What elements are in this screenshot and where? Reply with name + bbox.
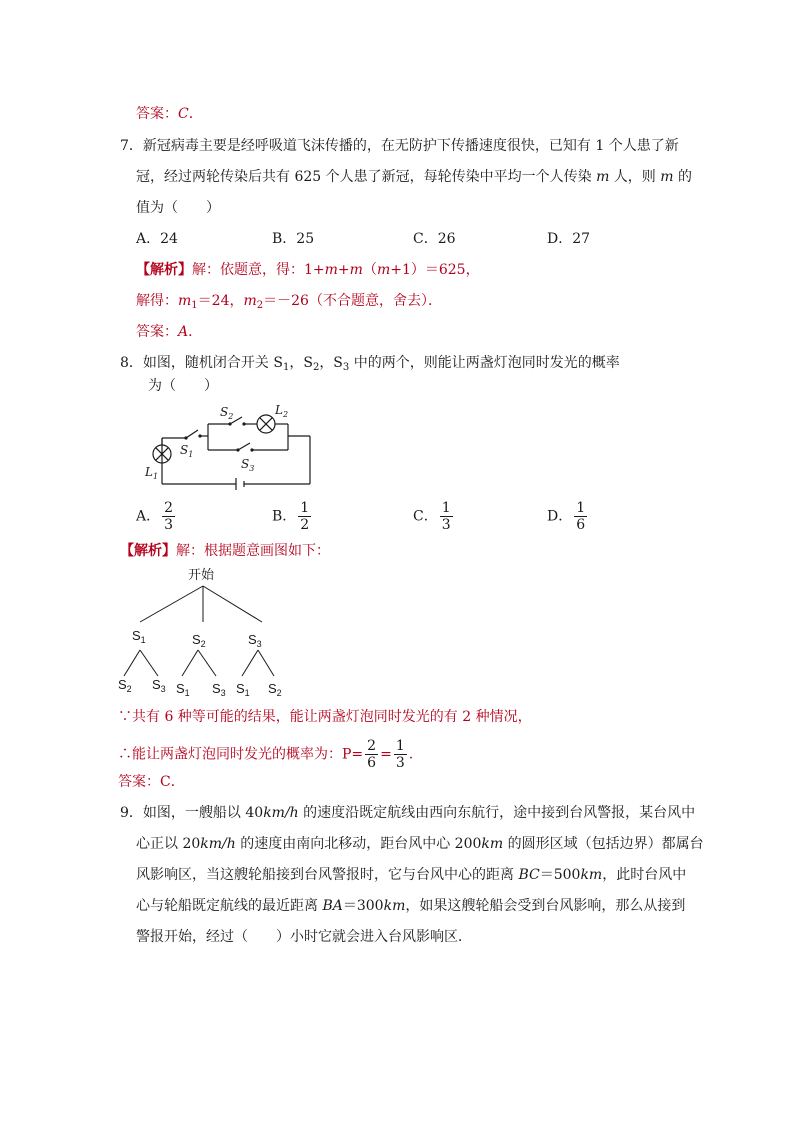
tree-node-s1: $S_1$ — [132, 628, 146, 645]
denominator: 6 — [576, 517, 586, 533]
switch-contact — [228, 422, 231, 425]
q7-solution — [136, 291, 442, 316]
option-letter: A． — [136, 508, 161, 525]
q7-line2 — [136, 167, 692, 187]
unit-km: km — [580, 867, 603, 883]
numerator: 2 — [367, 738, 377, 754]
analysis-text: 解：根据题意画图如下： — [176, 543, 330, 559]
switch-contact — [198, 434, 201, 437]
option-value: 24 — [160, 231, 178, 247]
q8-option-d — [547, 500, 589, 533]
q8-therefore — [118, 738, 413, 771]
option-fraction — [574, 500, 587, 533]
switch-contact — [184, 436, 187, 439]
denominator: 3 — [395, 755, 405, 771]
question-number: 8． — [120, 355, 143, 371]
answer-label: 答案： — [118, 774, 160, 790]
option-letter: D． — [547, 508, 573, 525]
option-fraction — [298, 500, 311, 533]
subscript: 2 — [312, 362, 320, 373]
analysis-text: +1）＝625， — [390, 262, 480, 278]
q8-option-c — [413, 500, 455, 533]
q8-text: ，S — [289, 355, 313, 371]
variable-m: m — [660, 169, 674, 185]
q9-text: 的速度由南向北移动，距台风中心 200 — [235, 836, 482, 852]
label-s2: $S_2$ — [220, 405, 234, 421]
unit-kmh: km/h — [263, 805, 299, 821]
q7-analysis — [136, 260, 480, 280]
q9-text: 风影响区，当这艘轮船接到台风警报时，它与台风中心的距离 — [136, 867, 519, 883]
variable-m: m — [178, 293, 192, 309]
q9-text: 心正以 20 — [136, 836, 201, 852]
analysis-tag: 【解析】 — [136, 262, 192, 278]
therefore-text: ∴能让两盏灯泡同时发光的概率为：P= — [118, 746, 364, 763]
numerator: 2 — [164, 500, 174, 516]
tree-branch — [182, 650, 198, 676]
q8-text: ，S — [319, 355, 343, 371]
option-letter: B． — [272, 231, 297, 247]
tree-leaf-s1: $S_1$ — [176, 681, 190, 698]
tree-branch — [242, 650, 258, 676]
unit-km: km — [481, 836, 504, 852]
q9-text: 如图，一艘船以 40 — [142, 805, 264, 821]
q7-option-a — [136, 229, 178, 249]
q9-text: 心与轮船既定航线的最近距离 — [136, 898, 323, 914]
denominator: 2 — [300, 517, 310, 533]
subscript: 2 — [256, 300, 264, 311]
tree-branch — [198, 650, 216, 676]
variable-m: m — [243, 293, 257, 309]
q9-text: ＝500 — [539, 867, 581, 883]
option-fraction — [162, 500, 175, 533]
tree-leaf-s2: $S_2$ — [118, 677, 132, 694]
tree-node-s2: $S_2$ — [192, 632, 206, 649]
answer-value: C — [160, 774, 171, 790]
solution-text: ＝－26（不合题意，舍去）． — [263, 293, 442, 309]
q8-line1 — [120, 353, 620, 378]
q8-option-a — [136, 500, 177, 533]
option-letter: C． — [413, 508, 438, 525]
denominator: 3 — [164, 517, 174, 533]
option-letter: D． — [547, 231, 573, 247]
q8-analysis — [120, 541, 330, 561]
option-fraction — [440, 500, 453, 533]
q8-text: 中的两个，则能让两盏灯泡同时发光的概率 — [349, 355, 620, 371]
segment-ba: BA — [322, 898, 343, 914]
q7-line1 — [120, 136, 679, 156]
answer-label: 答案： — [136, 106, 178, 122]
option-value: 25 — [296, 231, 315, 247]
subscript: 1 — [282, 362, 290, 373]
option-letter: B． — [272, 508, 297, 525]
tree-leaf-s2: $S_2$ — [268, 681, 282, 698]
q7-text: 冠，经过两轮传染后共有 625 个人患了新冠，每轮传染中平均一个人传染 — [136, 169, 597, 185]
option-value: 26 — [437, 231, 456, 247]
answer-end: ． — [188, 324, 203, 340]
tree-branch — [124, 650, 140, 676]
fraction-1-3 — [394, 738, 407, 771]
circuit-diagram — [140, 400, 320, 495]
subscript: 3 — [342, 362, 350, 373]
numerator: 1 — [395, 738, 405, 754]
answer-label: 答案： — [136, 324, 178, 340]
q9-text: ，此时台风中 — [602, 867, 687, 883]
q8-answer — [118, 772, 185, 792]
q7-answer — [136, 322, 202, 342]
option-letter: C． — [413, 231, 438, 247]
switch-contact — [250, 448, 253, 451]
q9-text: ，如果这艘轮船会受到台风影响，那么从接到 — [405, 898, 686, 914]
tree-branch — [140, 586, 203, 622]
q7-option-c — [413, 229, 456, 249]
answer-end: ． — [188, 106, 203, 122]
tree-node-s3: $S_3$ — [248, 632, 262, 649]
analysis-tag: 【解析】 — [120, 543, 176, 559]
q7-line3 — [136, 198, 220, 218]
label-s1: $S_1$ — [180, 443, 194, 459]
tree-branch — [258, 650, 274, 676]
q7-text: 值为（ ） — [136, 200, 220, 216]
numerator: 1 — [576, 500, 586, 516]
tree-leaf-s3: $S_3$ — [152, 677, 166, 694]
q8-text: 为（ ） — [148, 378, 218, 394]
tree-branch — [203, 586, 262, 622]
equals-sign: = — [380, 746, 392, 763]
tree-diagram — [110, 564, 310, 700]
segment-bc: BC — [518, 867, 540, 883]
answer-value: A — [178, 324, 189, 340]
label-l2: $L_2$ — [275, 403, 289, 419]
numerator: 1 — [300, 500, 310, 516]
tree-root: 开始 — [188, 567, 215, 582]
question-number: 9． — [120, 805, 143, 821]
tree-leaf-s3: $S_3$ — [212, 681, 226, 698]
analysis-text: + — [337, 262, 350, 278]
q7-text: 新冠病毒主要是经呼吸道飞沫传播的，在无防护下传播速度很快，已知有 1 个人患了新 — [142, 138, 679, 154]
answer-value: C — [178, 106, 189, 122]
q9-text: 警报开始，经过（ ）小时它就会进入台风影响区． — [136, 929, 472, 945]
q9-line2 — [136, 834, 704, 854]
q9-line4 — [136, 896, 685, 916]
q8-option-b — [272, 500, 313, 533]
q9-line3 — [136, 865, 686, 885]
question-number: 7． — [120, 138, 143, 154]
answer-end: ． — [170, 774, 185, 790]
numerator: 1 — [441, 500, 451, 516]
q7-text: 人，则 — [609, 169, 661, 185]
tree-branch — [140, 650, 158, 676]
tree-leaf-s1: $S_1$ — [236, 681, 250, 698]
solution-text: 解得： — [136, 293, 178, 309]
therefore-end: . — [408, 746, 414, 763]
switch-contact — [242, 422, 245, 425]
fraction-2-6 — [365, 738, 378, 771]
q9-text: ＝300 — [342, 898, 384, 914]
switch-s1 — [186, 430, 198, 438]
q9-line1 — [120, 803, 695, 823]
switch-s3 — [238, 443, 250, 450]
variable-m: m — [324, 262, 338, 278]
solution-text: ＝24， — [197, 293, 244, 309]
q8-text: 如图，随机闭合开关 S — [142, 355, 283, 371]
variable-m: m — [349, 262, 363, 278]
q9-line5 — [136, 927, 472, 947]
prev-answer — [136, 104, 203, 124]
q8-because — [118, 707, 532, 727]
label-l1: $L_1$ — [145, 465, 159, 481]
option-value: 27 — [572, 231, 591, 247]
unit-kmh: km/h — [200, 836, 236, 852]
denominator: 6 — [367, 755, 377, 771]
q9-text: 的速度沿既定航线由西向东航行，途中接到台风警报，某台风中 — [298, 805, 696, 821]
analysis-text: 解：依题意，得：1+ — [192, 262, 325, 278]
variable-m: m — [376, 262, 391, 278]
q8-line2 — [148, 376, 218, 396]
q9-text: 的圆形区域（包括边界）都属台 — [503, 836, 704, 852]
q7-option-d — [547, 229, 590, 249]
q7-text: 的 — [673, 169, 692, 185]
analysis-text: （ — [362, 262, 377, 278]
subscript: 1 — [191, 300, 198, 311]
because-text: ∵共有 6 种等可能的结果，能让两盏灯泡同时发光的有 2 种情况， — [118, 709, 532, 725]
denominator: 3 — [441, 517, 451, 533]
option-letter: A． — [136, 231, 161, 247]
switch-contact — [236, 448, 239, 451]
label-s3: $S_3$ — [241, 457, 255, 473]
q7-option-b — [272, 229, 314, 249]
unit-km: km — [383, 898, 406, 914]
variable-m: m — [596, 169, 610, 185]
